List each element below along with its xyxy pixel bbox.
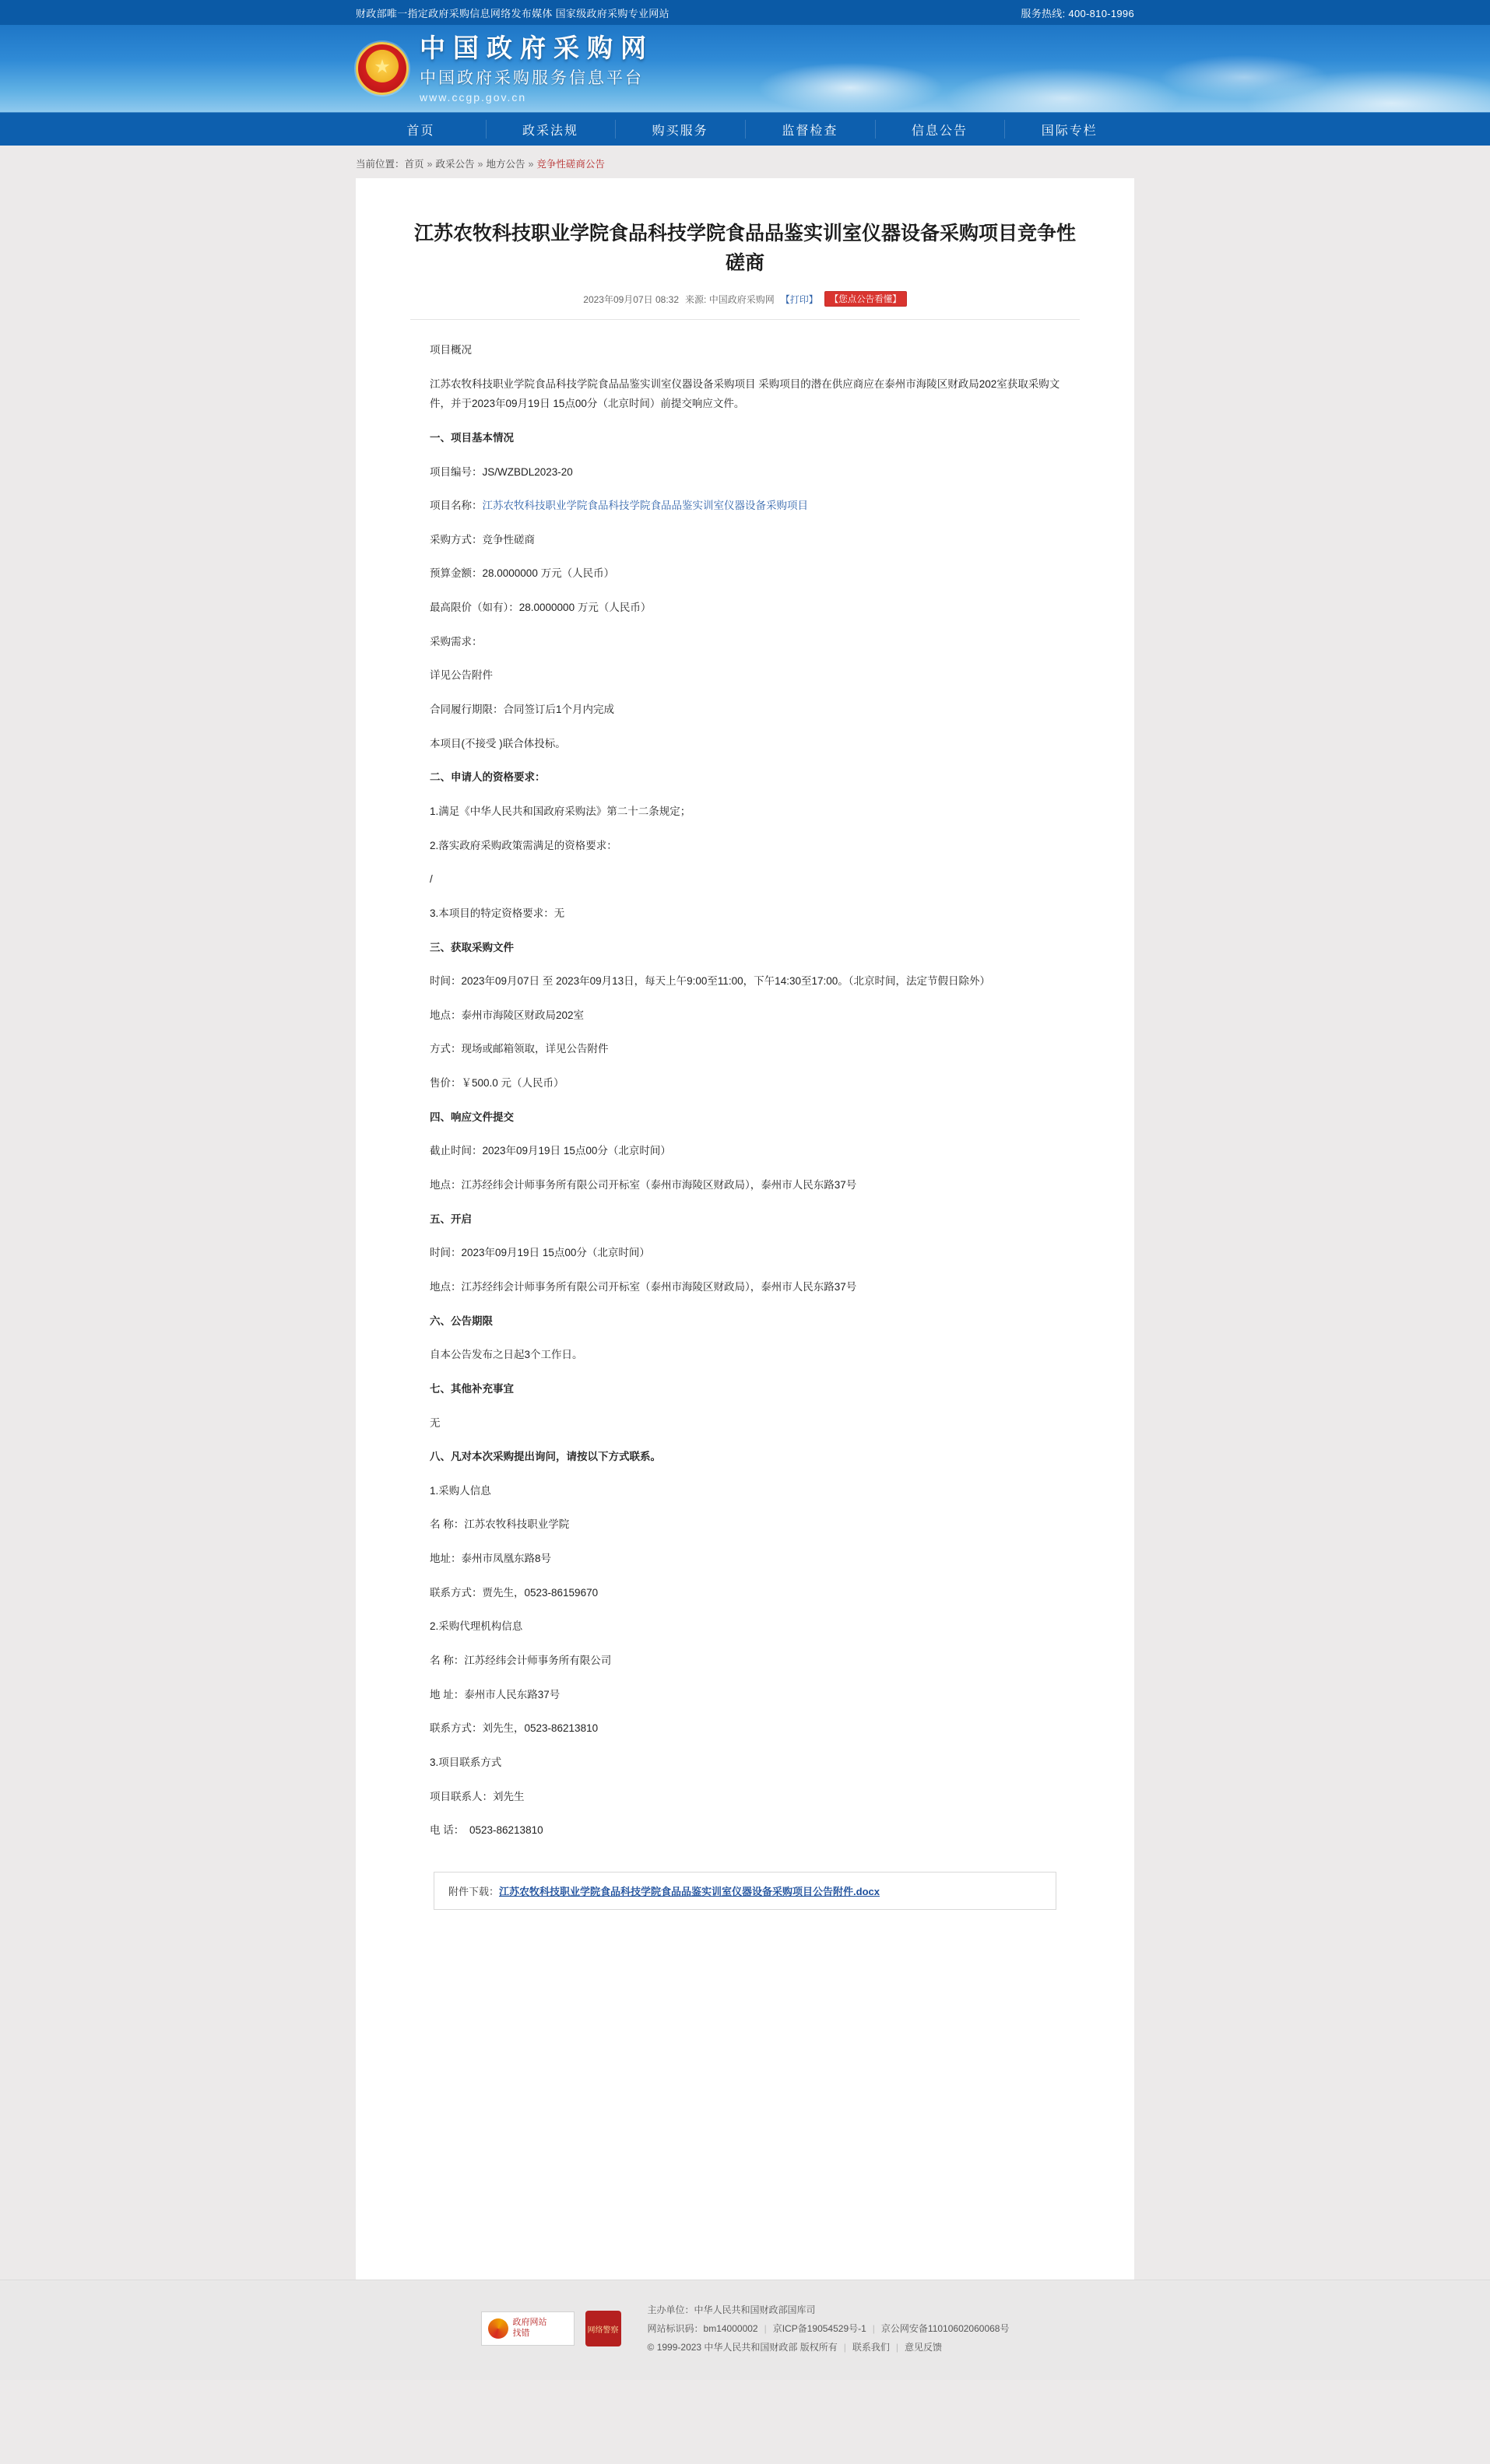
- nav-item-1[interactable]: [356, 113, 486, 146]
- site-footer: [0, 2280, 1490, 2380]
- footer-text: [648, 2301, 1010, 2357]
- footer-link[interactable]: 京ICP备19054529号-1: [772, 2323, 866, 2334]
- top-bar-hotline: 服务热线: 400-810-1996: [1021, 7, 1134, 19]
- breadcrumb-current: 竞争性磋商公告: [536, 159, 605, 170]
- body-paragraph: 地点：江苏经纬会计师事务所有限公司开标室（泰州市海陵区财政局），泰州市人民东路37号: [430, 1179, 857, 1192]
- body-paragraph: 售价：￥500.0 元（人民币）: [430, 1077, 564, 1090]
- body-paragraph: 自本公告发布之日起3个工作日。: [430, 1349, 583, 1361]
- footer-line-3: [648, 2338, 1010, 2357]
- body-paragraph: 2.采购代理机构信息: [430, 1620, 523, 1633]
- section-heading: 一、项目基本情况: [430, 431, 514, 444]
- breadcrumb-link[interactable]: 首页: [404, 159, 424, 170]
- attachment-box: [434, 1872, 1056, 1910]
- body-paragraph: 电 话： 0523-86213810: [430, 1824, 543, 1837]
- footer-separator: |: [872, 2323, 875, 2334]
- breadcrumb-prefix: 当前位置：: [356, 159, 405, 170]
- breadcrumb-separator: »: [427, 159, 433, 170]
- body-paragraph: 联系方式：刘先生，0523-86213810: [430, 1722, 599, 1735]
- body-paragraph: 1.满足《中华人民共和国政府采购法》第二十二条规定；: [430, 805, 691, 817]
- body-paragraph: 采购需求：: [430, 635, 483, 648]
- breadcrumb-separator: »: [528, 159, 534, 170]
- nav-item-label: 监督检查: [782, 124, 838, 138]
- body-paragraph: 预算金额：28.0000000 万元（人民币）: [430, 567, 615, 580]
- footer-badges: [481, 2311, 621, 2346]
- gov-badge-line1: 政府网站: [512, 2318, 547, 2328]
- body-paragraph: 最高限价（如有）：28.0000000 万元（人民币）: [430, 602, 652, 614]
- project-name-text: 江苏农牧科技职业学院食品科技学院食品品鉴实训室仪器设备采购项目: [482, 500, 808, 512]
- body-paragraph: 3.项目联系方式: [430, 1756, 502, 1768]
- nav-item-6[interactable]: [1004, 113, 1134, 146]
- body-paragraph: 项目编号：JS/WZBDL2023-20: [430, 465, 573, 478]
- nav-item-2[interactable]: [486, 113, 616, 146]
- footer-line-1: 主办单位：中华人民共和国财政部国库司: [647, 2304, 816, 2315]
- body-paragraph: 地 址：泰州市人民东路37号: [430, 1688, 561, 1701]
- body-paragraph: 地点：江苏经纬会计师事务所有限公司开标室（泰州市海陵区财政局），泰州市人民东路37号: [430, 1280, 857, 1293]
- announcement-body: [430, 320, 1060, 1841]
- nav-item-5[interactable]: [875, 113, 1005, 146]
- body-paragraph: 地址：泰州市凤凰东路8号: [430, 1553, 552, 1565]
- breadcrumb-link[interactable]: 地方公告: [486, 159, 525, 170]
- nav-item-3[interactable]: [615, 113, 745, 146]
- section-heading: 二、申请人的资格要求：: [430, 771, 546, 784]
- footer-line-2: [648, 2319, 1010, 2338]
- body-paragraph: 采购方式：竞争性磋商: [430, 533, 535, 546]
- top-info-bar: [0, 0, 1490, 25]
- body-paragraph: /: [430, 873, 433, 886]
- body-paragraph: 方式：现场或邮箱领取，详见公告附件: [430, 1043, 609, 1055]
- nav-item-label: 首页: [406, 124, 435, 138]
- main-nav: [0, 112, 1490, 146]
- body-paragraph: 1.采购人信息: [430, 1484, 491, 1497]
- site-url: www.ccgp.gov.cn: [420, 90, 527, 104]
- section-heading: 六、公告期限: [430, 1314, 493, 1327]
- site-title: 中国政府采购网: [420, 33, 654, 64]
- attachment-label: 附件下载：: [448, 1885, 500, 1897]
- page-title: 江苏农牧科技职业学院食品科技学院食品品鉴实训室仪器设备采购项目竞争性磋商: [413, 222, 1076, 274]
- breadcrumb-link[interactable]: 政采公告: [435, 159, 475, 170]
- site-subtitle: 中国政府采购服务信息平台: [420, 68, 644, 87]
- body-paragraph: 详见公告附件: [430, 669, 493, 682]
- body-paragraph: 联系方式：贾先生，0523-86159670: [430, 1586, 599, 1599]
- body-paragraph: 项目名称：江苏农牧科技职业学院食品科技学院食品品鉴实训室仪器设备采购项目: [430, 500, 808, 512]
- body-paragraph: 无: [430, 1416, 441, 1429]
- nav-item-label: 购买服务: [652, 124, 708, 138]
- section-heading: 四、响应文件提交: [430, 1111, 514, 1123]
- body-paragraph: 本项目(不接受 )联合体投标。: [430, 737, 566, 749]
- body-paragraph: 江苏农牧科技职业学院食品科技学院食品品鉴实训室仪器设备采购项目 采购项目的潜在供应商应在泰州市海陵区财政局202室获取采购文件，并于2023年09月19日 15点00分（北京时间）前提交响应文件。: [430, 377, 1060, 410]
- footer-link[interactable]: 网站标识码：bm14000002: [647, 2323, 758, 2334]
- body-paragraph: 项目概况: [430, 344, 472, 356]
- body-paragraph: 时间：2023年09月07日 至 2023年09月13日，每天上午9:00至11:00，下午14:30至17:00。（北京时间，法定节假日除外）: [430, 975, 991, 988]
- nav-item-label: 政采法规: [522, 124, 579, 138]
- police-badge-icon[interactable]: 网络警察: [585, 2311, 621, 2346]
- breadcrumb-separator: »: [477, 159, 483, 170]
- attachment-file-link[interactable]: 江苏农牧科技职业学院食品科技学院食品品鉴实训室仪器设备采购项目公告附件.docx: [499, 1885, 880, 1897]
- gov-badge-line2: 找错: [512, 2329, 530, 2338]
- nav-item-4[interactable]: [745, 113, 875, 146]
- doc-meta: [356, 291, 1134, 307]
- footer-link[interactable]: 联系我们: [852, 2342, 890, 2353]
- copyright-text: © 1999-2023 中华人民共和国财政部 版权所有: [647, 2342, 838, 2353]
- doc-source: 来源: 中国政府采购网: [685, 293, 775, 305]
- breadcrumb: [356, 146, 1134, 178]
- section-heading: 五、开启: [430, 1213, 472, 1225]
- section-heading: 七、其他补充事宜: [430, 1382, 514, 1395]
- body-paragraph: 名 称：江苏农牧科技职业学院: [430, 1518, 570, 1531]
- swirl-icon: [488, 2318, 508, 2339]
- body-paragraph: 地点：泰州市海陵区财政局202室: [430, 1009, 585, 1021]
- body-paragraph: 名 称：江苏经纬会计师事务所有限公司: [430, 1654, 612, 1666]
- body-paragraph: 2.落实政府采购政策需满足的资格要求：: [430, 839, 617, 851]
- announcement-card: [356, 178, 1134, 2280]
- footer-separator: |: [895, 2342, 899, 2353]
- footer-link[interactable]: 意见反馈: [905, 2342, 943, 2353]
- body-paragraph: 截止时间：2023年09月19日 15点00分（北京时间）: [430, 1145, 671, 1157]
- national-emblem-icon: [356, 42, 409, 95]
- footer-separator: |: [843, 2342, 846, 2353]
- nav-item-label: 信息公告: [912, 124, 968, 138]
- gov-website-report-icon[interactable]: [481, 2311, 575, 2346]
- top-bar-slogan: 财政部唯一指定政府采购信息网络发布媒体 国家级政府采购专业网站: [356, 7, 669, 19]
- print-button[interactable]: 【打印】: [780, 293, 818, 305]
- status-badge[interactable]: 【您点公告看懂】: [824, 291, 907, 307]
- nav-item-label: 国际专栏: [1041, 124, 1098, 138]
- section-heading: 三、获取采购文件: [430, 941, 514, 953]
- body-paragraph: 时间：2023年09月19日 15点00分（北京时间）: [430, 1247, 650, 1259]
- section-heading: 八、凡对本次采购提出询问，请按以下方式联系。: [430, 1451, 661, 1463]
- publish-date: 2023年09月07日 08:32: [583, 293, 680, 305]
- body-paragraph: 3.本项目的特定资格要求：无: [430, 907, 565, 919]
- body-paragraph: 合同履行期限：合同签订后1个月内完成: [430, 704, 615, 716]
- body-paragraph: 项目联系人：刘先生: [430, 1790, 525, 1802]
- site-banner: [0, 25, 1490, 112]
- footer-link[interactable]: 京公网安备11010602060068号: [880, 2323, 1010, 2334]
- footer-separator: |: [764, 2323, 767, 2334]
